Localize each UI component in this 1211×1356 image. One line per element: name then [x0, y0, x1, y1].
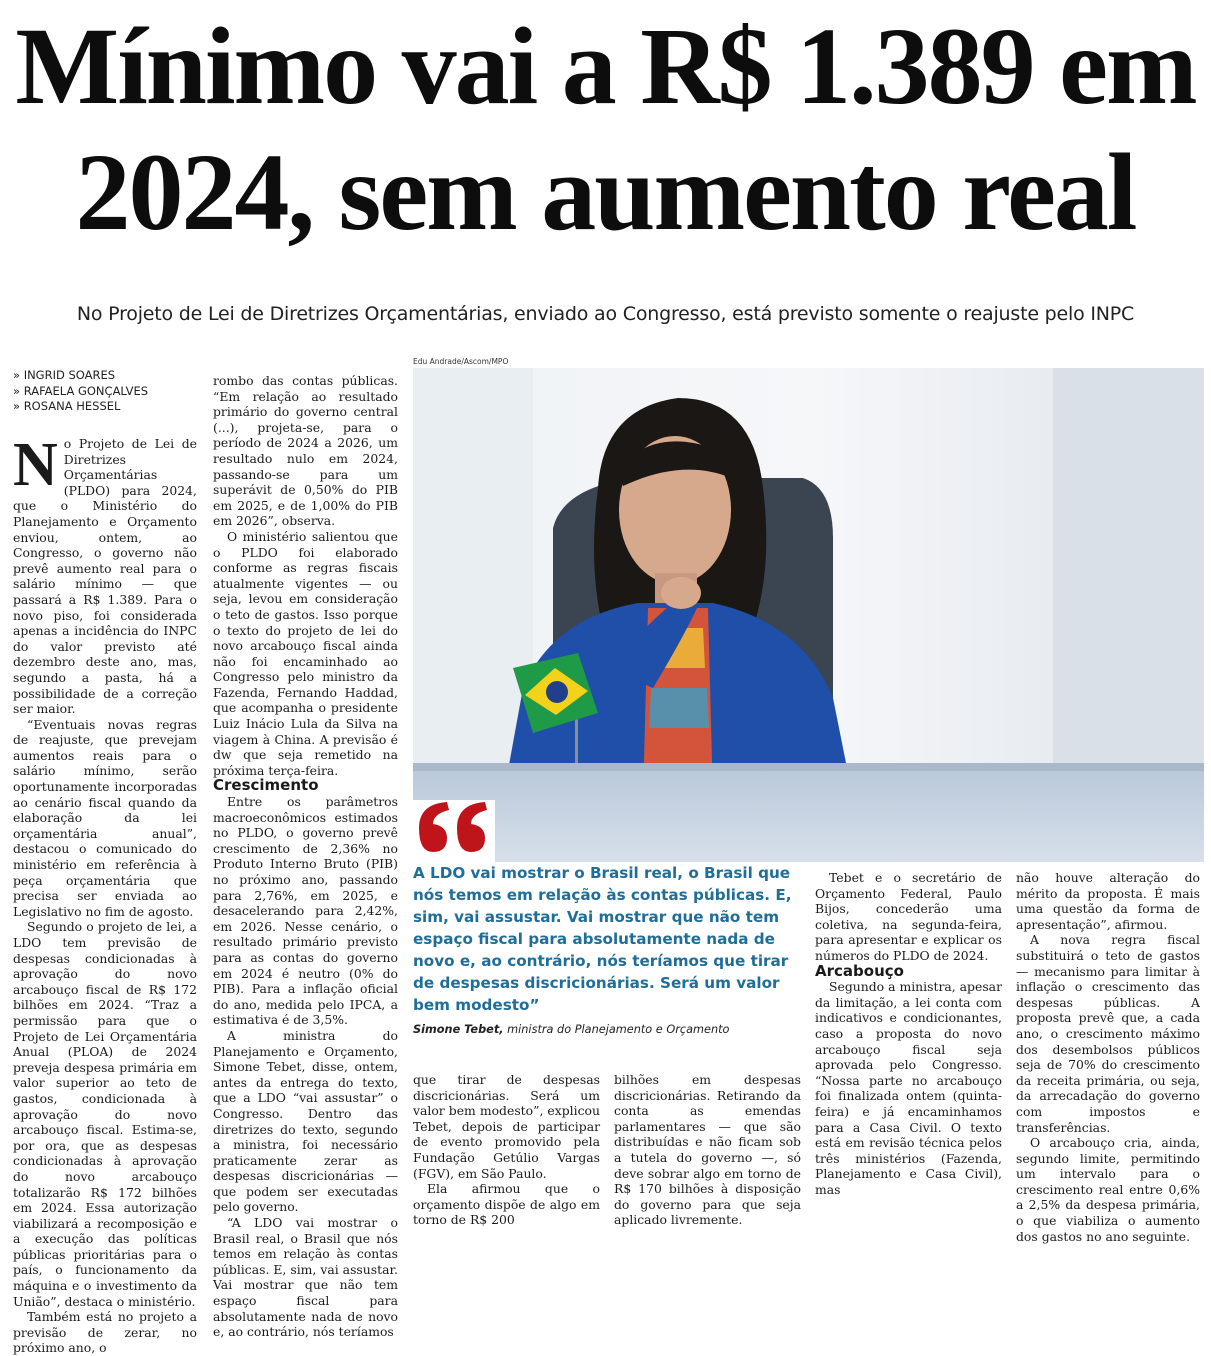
quote-mark-icon [413, 800, 495, 862]
paragraph: bilhões em despesas discricionárias. Retirando da conta as emendas parlamentares — que são distribuídas e não ficam sob a tutela do governo —, só deve sobrar algo em torno de R$ 170 bilhões à disposição do governo para que seja aplicado livremente. [614, 1072, 801, 1228]
article-column-6 [1016, 870, 1200, 1244]
headline-line-1: Mínimo vai a R$ 1.389 em [15, 5, 1196, 127]
paragraph: “A LDO vai mostrar o Brasil real, o Brasil que nós temos em relação às contas públicas. E, sim, vai assustar. Vai mostrar que não tem espaço fiscal para absolutamente nada de novo e, ao contrário, nós teríamos [213, 1215, 398, 1340]
section-subhead-crescimento: Crescimento [213, 776, 319, 795]
article-column-2 [213, 373, 398, 1340]
author: » RAFAELA GONÇALVES [13, 383, 149, 398]
photo-illustration [413, 368, 1204, 862]
subtitle: No Projeto de Lei de Diretrizes Orçamentárias, enviado ao Congresso, está previsto somente o reajuste pelo INPC [76, 303, 1135, 325]
paragraph: A ministra do Planejamento e Orçamento, Simone Tebet, disse, ontem, antes da entrega do texto, que a LDO “vai assustar” o Congresso. Dentro das diretrizes do texto, segundo a ministra, foi necessário praticamente zerar as despesas discricionárias — que podem ser executadas pelo governo. [213, 1027, 398, 1215]
quote-author-role: ministra do Planejamento e Orçamento [503, 1023, 730, 1036]
paragraph: que tirar de despesas discricionárias. Será um valor bem modesto”, explicou Tebet, depois de participar de evento promovido pela Fundação Getúlio Vargas (FGV), em São Paulo. [413, 1072, 600, 1181]
paragraph: Tebet e o secretário de Orçamento Federal, Paulo Bijos, concederão uma coletiva, na segunda-feira, para apresentar e explicar os números do PLDO de 2024. [815, 870, 1002, 963]
paragraph: Ela afirmou que o orçamento dispõe de algo em torno de R$ 200 [413, 1181, 600, 1228]
paragraph: não houve alteração do mérito da proposta. É mais uma questão da forma de apresentação”, afirmou. [1016, 870, 1200, 932]
paragraph: “Eventuais novas regras de reajuste, que prevejam aumentos reais para o salário mínimo, serão oportunamente incorporadas ao cenário fiscal quando da elaboração da lei orçamentária anual”, destacou o comunicado do ministério em referência à peça orçamentária que precisa ser enviada ao Legislativo no fim de agosto. [13, 716, 197, 919]
section-subhead-arcabouco: Arcabouço [815, 961, 904, 980]
pull-quote: A LDO vai mostrar o Brasil real, o Brasil que nós temos em relação às contas públicas. E, sim, vai assustar. Vai mostrar que não tem espaço fiscal para absolutamente nada de novo e, ao contrário, nós teríamos que tirar de despesas discricionárias. Será um valor bem modesto” [413, 864, 792, 1014]
author: » ROSANA HESSEL [13, 399, 121, 413]
drop-cap: N [13, 431, 58, 499]
author: » INGRID SOARES [13, 368, 116, 382]
paragraph: O arcabouço cria, ainda, segundo limite, permitindo um intervalo para o crescimento real entre 0,6% a 2,5% da despesa primária, o que viabiliza o aumento dos gastos no ano seguinte. [1016, 1135, 1200, 1244]
article-column-3 [413, 1072, 600, 1228]
quote-author-name: Simone Tebet, [413, 1023, 504, 1036]
paragraph: O ministério salientou que o PLDO foi elaborado conforme as regras fiscais atualmente vigentes — ou seja, levou em consideração o teto de gastos. Isso porque o texto do projeto de lei do novo arcabouço fiscal ainda não foi encaminhado ao Congresso pelo ministro da Fazenda, Fernando Haddad, que acompanha o presidente Luiz Inácio Lula da Silva na viagem à China. A previsão é dw que seja remetido na próxima terça-feira. [213, 528, 398, 778]
paragraph: No Projeto de Lei de Diretrizes Orçamentárias (PLDO) para 2024, que o Ministério do Planejamento e Orçamento enviou, ontem, ao Congresso, o governo não prevê aumento real para o salário mínimo — que passará a R$ 1.389. Para o novo piso, foi considerada apenas a incidência do INPC do valor previsto até dezembro deste ano, mas, segundo a pasta, há a possibilidade de a correção ser maior. [13, 431, 197, 717]
paragraph: Segundo a ministra, apesar da limitação, a lei conta com indicativos e condicionantes, caso a proposta do novo arcabouço fiscal seja aprovada pelo Congresso. “Nossa parte no arcabouço foi finalizada ontem (quinta-feira) e já encaminhamos para a Casa Civil. O texto está em revisão técnica pelos três ministérios (Fazenda, Planejamento e Casa Civil), mas [815, 979, 1002, 1197]
author-list [13, 368, 148, 415]
paragraph: rombo das contas públicas. “Em relação ao resultado primário do governo central (...), projeta-se, para o período de 2024 a 2026, um resultado nulo em 2024, passando-se para um superávit de 0,50% do PIB em 2025, e de 1,00% do PIB em 2026”, observa. [213, 373, 398, 529]
quote-attribution [413, 1023, 729, 1036]
photo-credit: Edu Andrade/Ascom/MPO [413, 357, 509, 366]
paragraph: Também está no projeto a previsão de zerar, no próximo ano, o [13, 1309, 197, 1356]
paragraph: Segundo o projeto de lei, a LDO tem previsão de despesas condicionadas à aprovação do novo arcabouço fiscal de R$ 172 bilhões em 2024. “Traz a permissão para que o Projeto de Lei Orçamentária Anual (PLOA) de 2024 preveja despesa primária em valor superior ao teto de gastos, condicionada à aprovação do novo arcabouço fiscal. Estima-se, por ora, que as despesas condicionadas à aprovação do novo arcabouço totalizarão R$ 172 bilhões em 2024. Essa autorização viabilizará a recomposição e a execução das políticas públicas prioritárias para o país, o funcionamento da máquina e o investimento da União”, destaca o ministério. [13, 919, 197, 1309]
headline-line-2: 2024, sem aumento real [75, 131, 1136, 253]
article-column-1 [13, 431, 197, 1356]
article-photo [413, 368, 1204, 862]
paragraph: Entre os parâmetros macroeconômicos estimados no PLDO, o governo prevê crescimento de 2,36% no Produto Interno Bruto (PIB) no próximo ano, passando para 2,76%, em 2025, e desacelerando para 2,42%, em 2026. Nesse cenário, o resultado primário previsto para as contas do governo em 2024 é neutro (0% do PIB). Para a inflação oficial do ano, medida pelo IPCA, a estimativa é de 3,5%. [213, 794, 398, 1028]
article-column-4 [614, 1072, 801, 1228]
article-column-5 [815, 870, 1002, 1197]
paragraph: A nova regra fiscal substituirá o teto de gastos — mecanismo para limitar à inflação o crescimento das despesas públicas. A proposta prevê que, a cada ano, o crescimento máximo dos desembolsos públicos seja de 70% do crescimento da receita primária, ou seja, da arrecadação do governo com impostos e transferências. [1016, 932, 1200, 1135]
